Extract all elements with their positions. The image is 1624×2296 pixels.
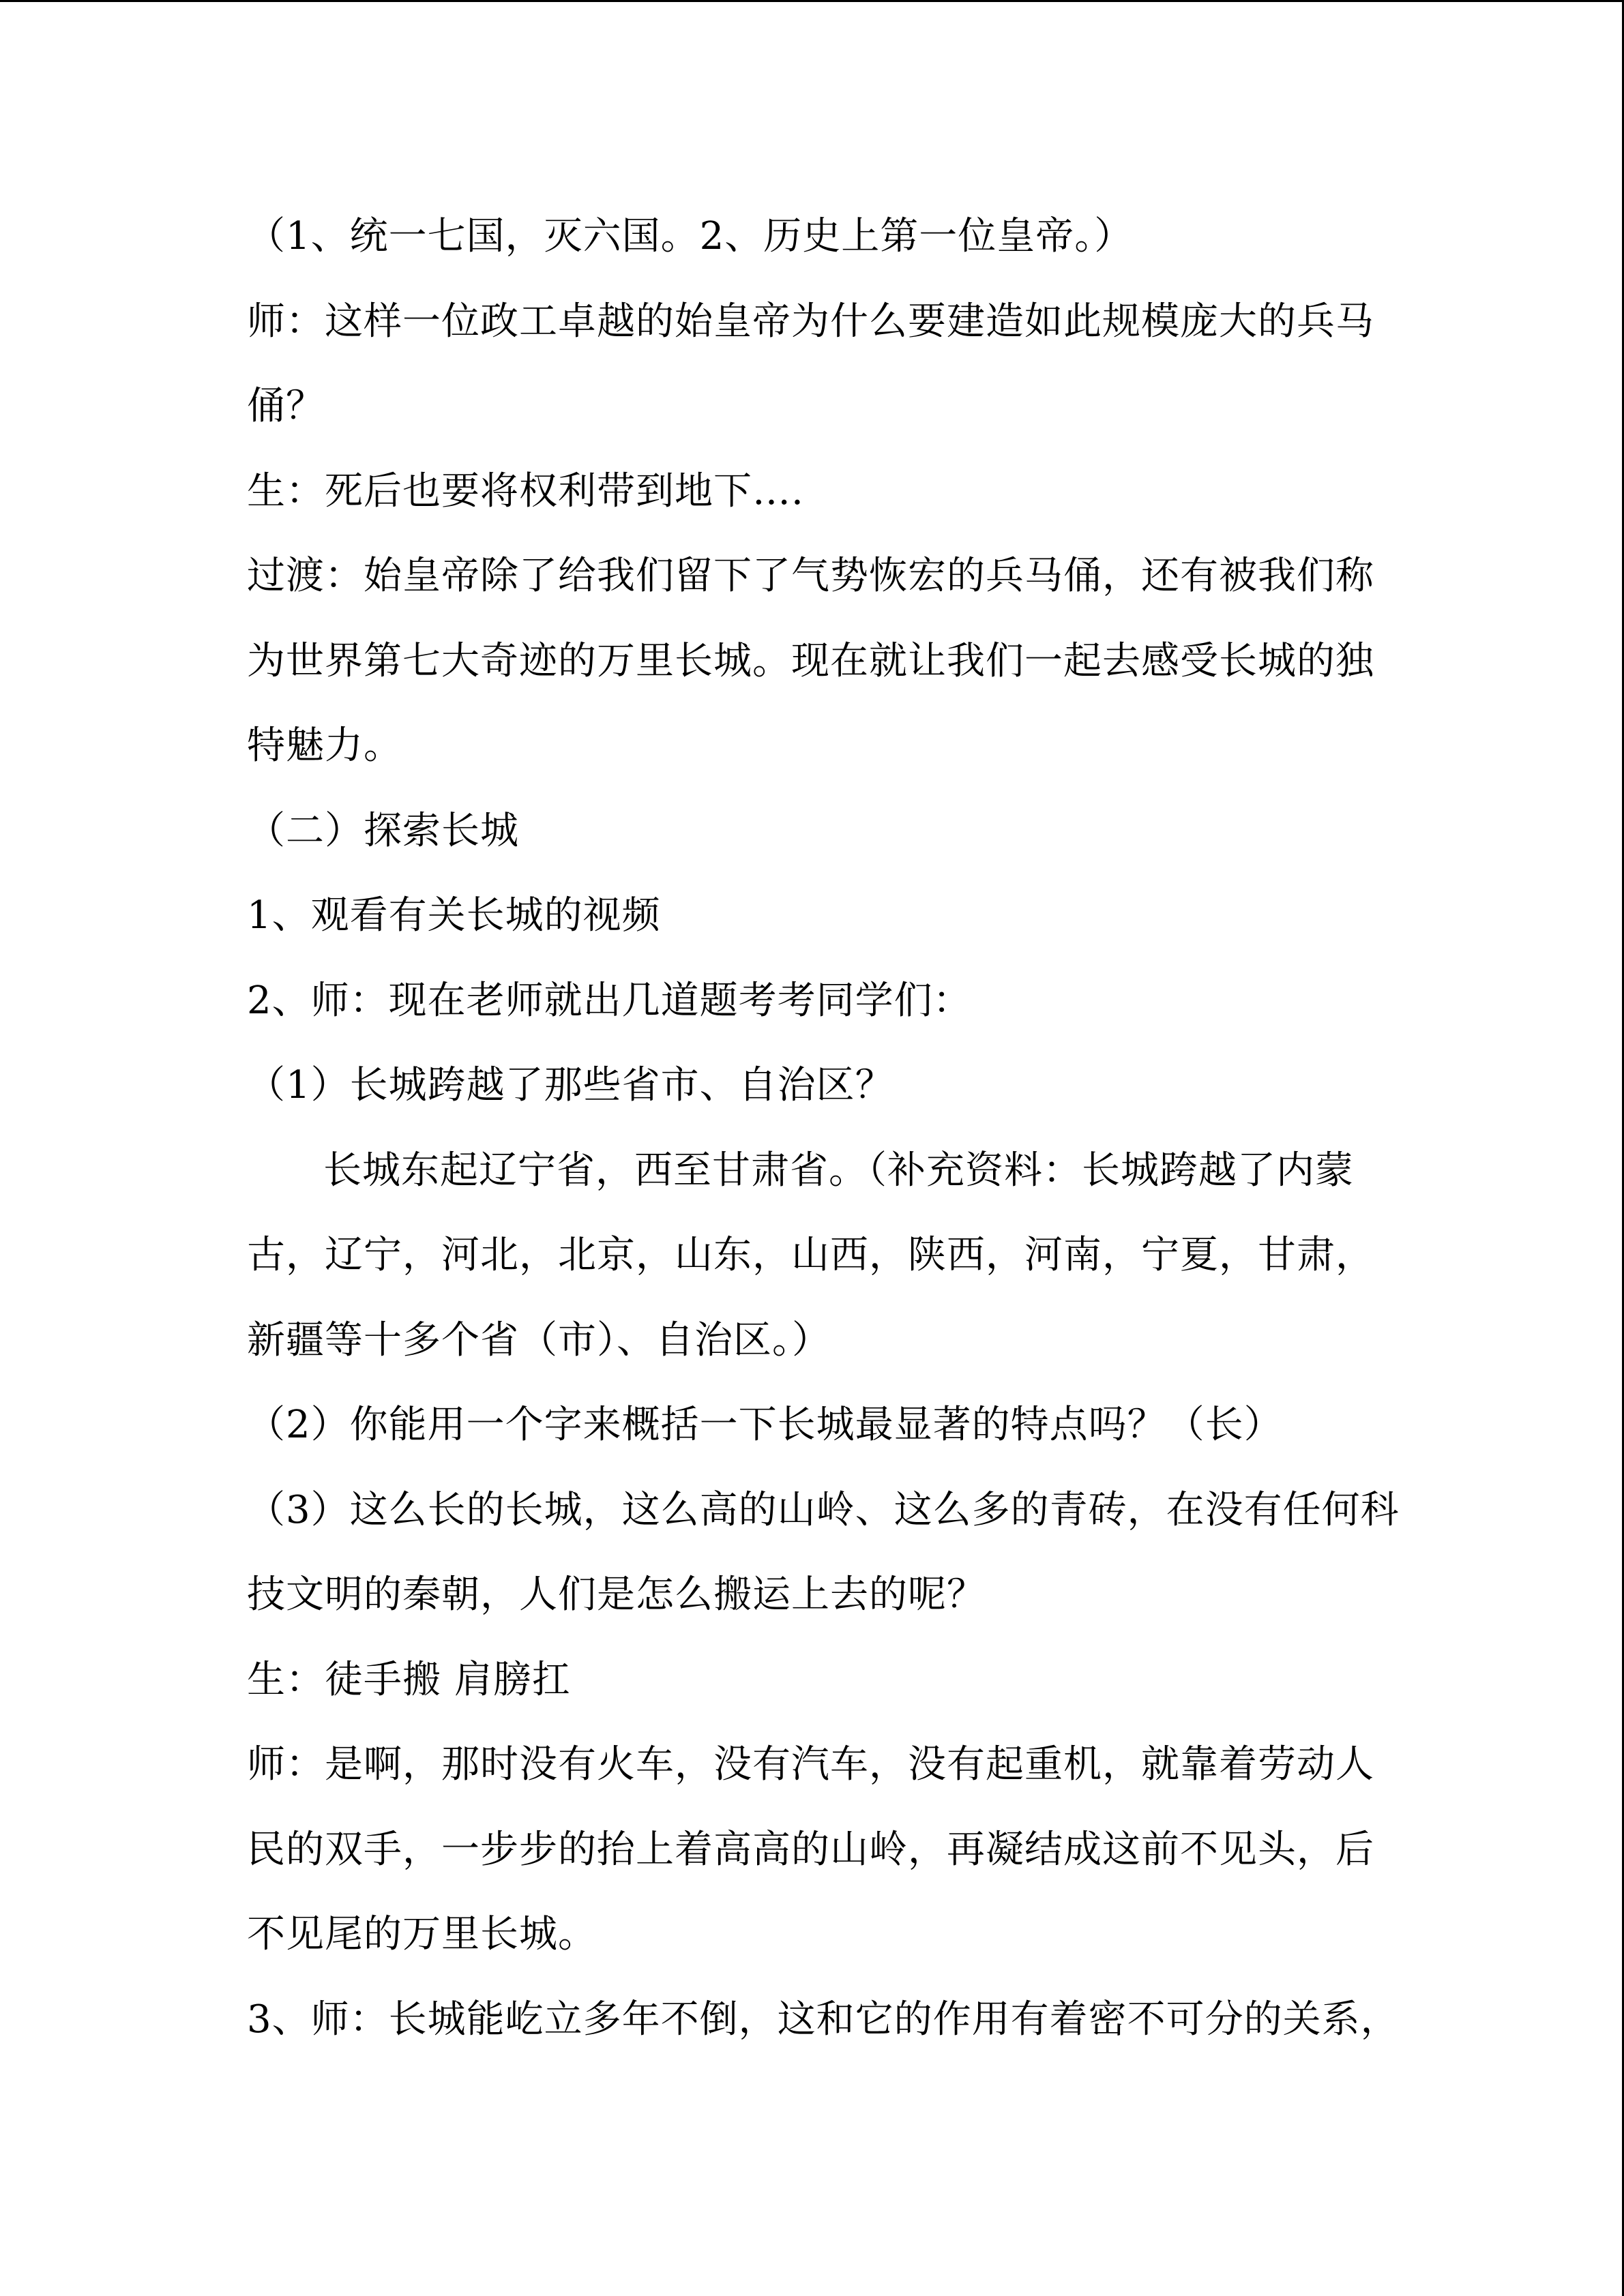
- answer-line: 长城东起辽宁省，西至甘肃省。（补充资料：长城跨越了内蒙: [323, 1148, 1354, 1193]
- text-line: （1、统一七国，灭六国。2、历史上第一位皇帝。）: [247, 214, 1134, 258]
- text-line: 师：这样一位政工卓越的始皇帝为什么要建造如此规模庞大的兵马: [247, 299, 1374, 344]
- text-line: 2、师：现在老师就出几道题考考同学们：: [247, 978, 972, 1023]
- question-line: （3）这么长的长城，这么高的山岭、这么多的青砖，在没有任何科: [247, 1487, 1400, 1532]
- text-line: 过渡：始皇帝除了给我们留下了气势恢宏的兵马俑，还有被我们称: [247, 554, 1374, 598]
- section-heading: （二）探索长城: [247, 808, 519, 853]
- text-line: 古，辽宁，河北，北京，山东，山西，陕西，河南，宁夏，甘肃，: [247, 1233, 1374, 1277]
- text-line: 3、师：长城能屹立多年不倒，这和它的作用有着密不可分的关系，: [247, 1997, 1400, 2042]
- text-line: 民的双手，一步步的抬上着高高的山岭，再凝结成这前不见头，后: [247, 1827, 1374, 1872]
- document-body: [247, 194, 1400, 2062]
- page-border-top: [0, 0, 1624, 2]
- text-line: 1、观看有关长城的视频: [247, 893, 661, 938]
- text-line: 师：是啊，那时没有火车，没有汽车，没有起重机，就靠着劳动人: [247, 1742, 1374, 1787]
- text-line: 特魅力。: [247, 724, 402, 768]
- text-line: 为世界第七大奇迹的万里长城。现在就让我们一起去感受长城的独: [247, 638, 1374, 683]
- text-line: 不见尾的万里长城。: [247, 1912, 597, 1956]
- question-line: （2）你能用一个字来概括一下长城最显著的特点吗？（长）: [247, 1403, 1283, 1447]
- text-line: 俑？: [247, 384, 325, 428]
- text-line: 技文明的秦朝，人们是怎么搬运上去的呢？: [247, 1572, 986, 1617]
- text-line: 生：徒手搬 肩膀扛: [247, 1657, 571, 1702]
- text-line: 新疆等十多个省（市）、自治区。）: [247, 1317, 831, 1362]
- text-line: 生：死后也要将权利带到地下….: [247, 468, 804, 513]
- question-line: （1）长城跨越了那些省市、自治区？: [247, 1063, 894, 1107]
